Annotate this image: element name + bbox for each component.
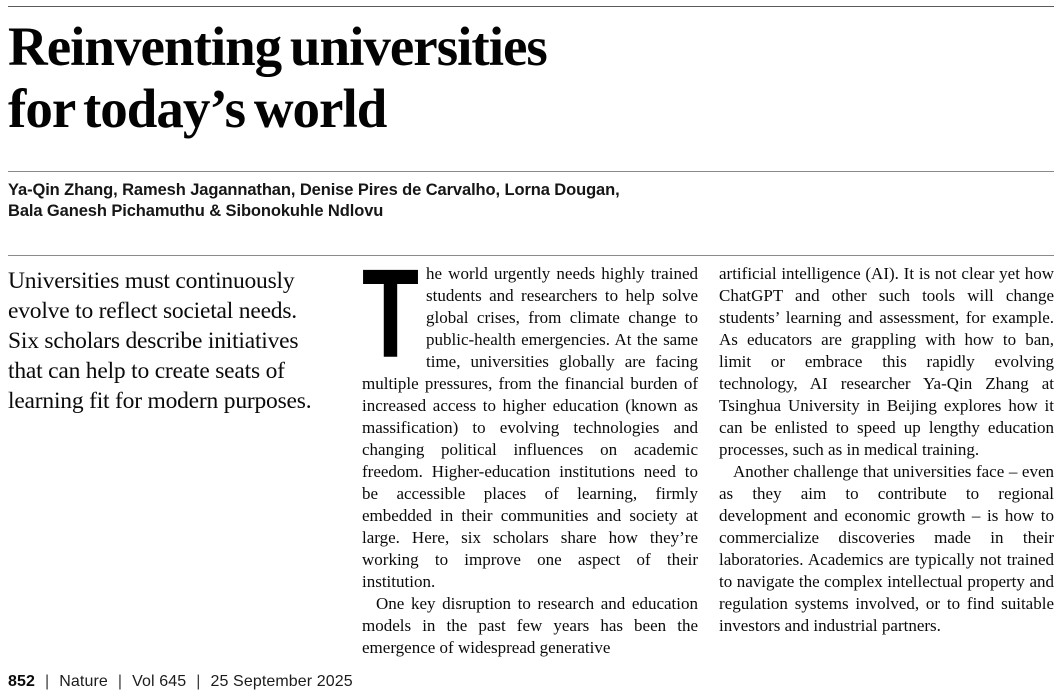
- footer-page-number: 852: [8, 673, 35, 690]
- paragraph-2-continued: artificial intelligence (AI). It is not clear yet how ChatGPT and other such tools will change students’ learning and assessment, for example. As educators are grappling with how to ban, limit or embrace this rapidly evolving technology, AI researcher Ya-Qin Zhang at Tsinghua University in Beijing explores how it can be enlisted to speed up lengthy education processes, such as in medical training.: [719, 264, 1054, 459]
- headline-line-1: Reinventing universities: [8, 16, 547, 77]
- columns-rule: [8, 255, 1054, 256]
- paragraph-1: [362, 243, 698, 593]
- page-title: [8, 16, 1054, 140]
- footer-date: 25 September 2025: [210, 673, 353, 690]
- drop-cap: T: [362, 243, 419, 384]
- paragraph-1-text: he world urgently needs highly trained students and researchers to help solve global crises, from climate change to public-health emergencies. At the same time, universities globally are facing multiple pressures, from the financial burden of increased access to higher education (known as massification) to evolving technologies and changing political influences on academic freedom. Higher-education institutions need to be accessible places of learning, firmly embedded in their communities and society at large. Here, six scholars share how they’re working to improve one aspect of their institution.: [362, 264, 698, 591]
- paragraph-2: One key disruption to research and education models in the past few years has been the emergence of widespread generative: [362, 594, 698, 657]
- top-rule: [8, 6, 1054, 7]
- article-columns: [8, 243, 1054, 659]
- byline-line-2: Bala Ganesh Pichamuthu & Sibonokuhle Ndlovu: [8, 202, 384, 220]
- byline: [8, 180, 1054, 222]
- standfirst: Universities must continuously evolve to reflect societal needs. Six scholars describe initiatives that can help to create seats of learning fit for modern purposes.: [8, 268, 312, 414]
- headline-line-2: for today’s world: [8, 78, 387, 139]
- page-footer: [8, 672, 353, 692]
- byline-line-1: Ya-Qin Zhang, Ramesh Jagannathan, Denise Pires de Carvalho, Lorna Dougan,: [8, 181, 620, 199]
- footer-separator: |: [196, 673, 201, 690]
- paragraph-3: Another challenge that universities face – even as they aim to contribute to regional development and economic growth – is how to commercialize discoveries made in their laboratories. Academics are typically not trained to navigate the complex intellectual property and regulation systems involved, or to find suitable investors and industrial partners.: [719, 462, 1054, 635]
- body-column-1: [362, 243, 698, 659]
- footer-journal: Nature: [59, 673, 108, 690]
- magazine-page: [0, 6, 1064, 698]
- footer-separator: |: [45, 673, 50, 690]
- footer-separator: |: [117, 673, 123, 690]
- byline-rule: [8, 171, 1054, 172]
- footer-volume: Vol 645: [132, 673, 187, 690]
- body-column-2: [719, 263, 1054, 637]
